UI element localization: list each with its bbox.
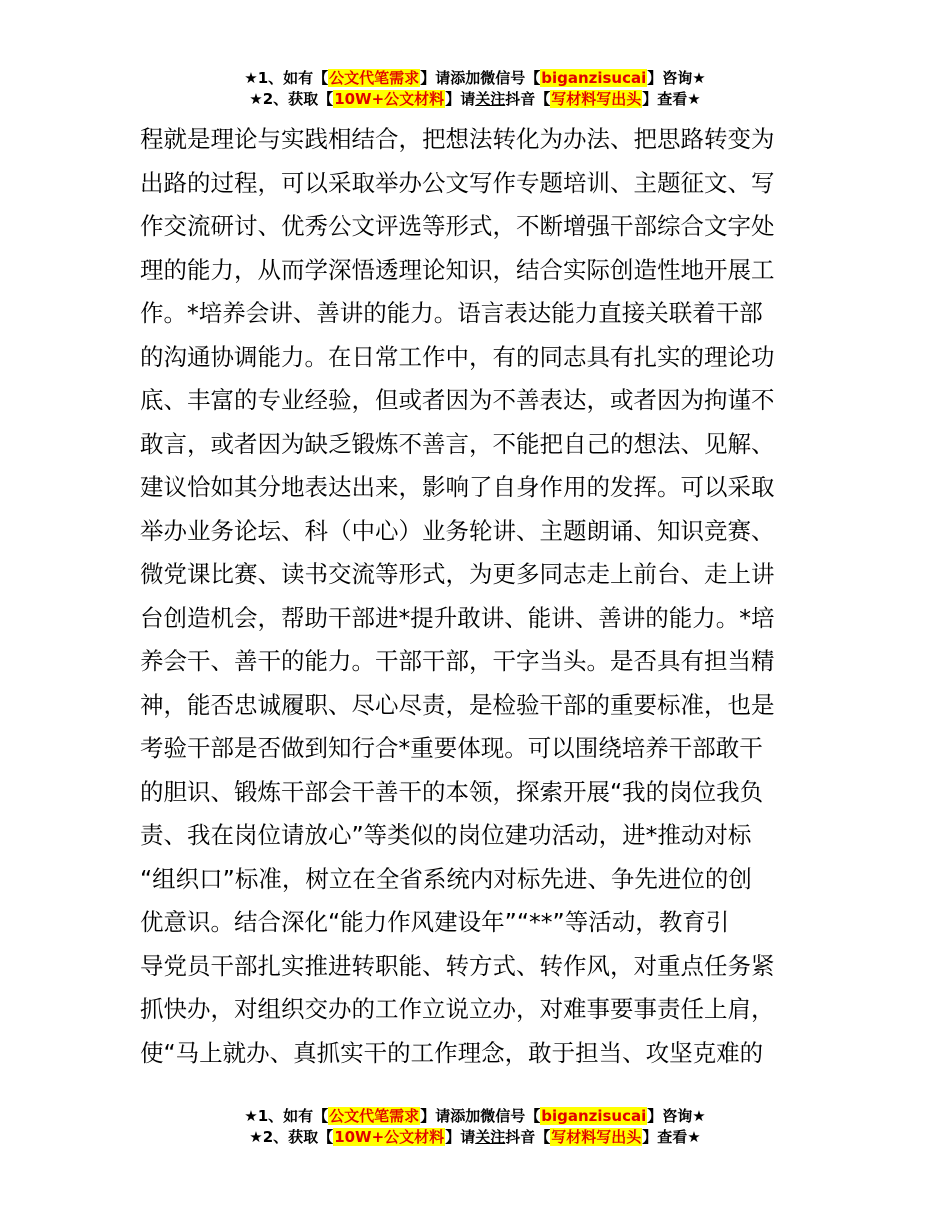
wechat-id-highlight: biganzisucai — [541, 1107, 647, 1125]
douyin-account-highlight: 写材料写出头 — [551, 90, 642, 108]
body-line: 微党课比赛、读书交流等形式，为更多同志走上前台、走上讲 — [140, 560, 775, 588]
header-banner-line-2: ★2、获取【10W+公文材料】请关注抖音【写材料写出头】查看★ — [249, 90, 701, 108]
header-banner-line-1: ★1、如有【公文代笔需求】请添加微信号【biganzisucai】咨询★ — [244, 69, 706, 87]
body-line: 程就是理论与实践相结合，把想法转化为办法、把思路转变为 — [140, 125, 775, 153]
wechat-id-highlight: biganzisucai — [541, 69, 647, 87]
body-line: 责、我在岗位请放心”等类似的岗位建功活动，进*推动对标 — [140, 821, 752, 849]
body-line: 养会干、善干的能力。干部干部，干字当头。是否具有担当精 — [140, 647, 775, 675]
body-line: 作交流研讨、优秀公文评选等形式，不断增强干部综合文字处 — [140, 212, 775, 240]
body-line: 考验干部是否做到知行合*重要体现。可以围绕培养干部敢干 — [140, 734, 763, 762]
footer-banner-line-1: ★1、如有【公文代笔需求】请添加微信号【biganzisucai】咨询★ — [244, 1107, 706, 1125]
body-line: 的胆识、锻炼干部会干善干的本领，探索开展“我的岗位我负 — [140, 777, 764, 806]
body-line: 理的能力，从而学深悟透理论知识，结合实际创造性地开展工 — [140, 255, 775, 284]
body-line: 敢言，或者因为缺乏锻炼不善言，不能把自己的想法、见解、 — [140, 429, 775, 458]
body-line: 台创造机会，帮助干部进*提升敢讲、能讲、善讲的能力。*培 — [140, 603, 775, 632]
body-line: 导党员干部扎实推进转职能、转方式、转作风，对重点任务紧 — [140, 951, 775, 980]
body-line: 优意识。结合深化“能力作风建设年”“**”等活动，教育引 — [140, 908, 730, 936]
body-line: 神，能否忠诚履职、尽心尽责，是检验干部的重要标准，也是 — [140, 690, 775, 719]
ghostwriting-highlight: 公文代笔需求 — [329, 69, 420, 87]
footer-banner-line-2: ★2、获取【10W+公文材料】请关注抖音【写材料写出头】查看★ — [249, 1128, 701, 1146]
ghostwriting-highlight: 公文代笔需求 — [329, 1107, 420, 1125]
follow-underlined: 关注 — [475, 1128, 506, 1146]
header-banner — [0, 68, 950, 110]
body-line: 底、丰富的专业经验，但或者因为不善表达，或者因为拘谨不 — [140, 386, 775, 414]
follow-underlined: 关注 — [475, 90, 506, 108]
body-line: 抓快办，对组织交办的工作立说立办，对难事要事责任上肩， — [140, 995, 775, 1023]
body-line: 使“马上就办、真抓实干的工作理念，敢于担当、攻坚克难的 — [140, 1038, 764, 1067]
body-line: 作。*培养会讲、善讲的能力。语言表达能力直接关联着干部 — [140, 299, 763, 327]
document-body — [140, 118, 820, 1075]
body-line: 举办业务论坛、科（中心）业务轮讲、主题朗诵、知识竞赛、 — [140, 516, 775, 545]
body-line: 的沟通协调能力。在日常工作中，有的同志具有扎实的理论功 — [140, 342, 775, 371]
body-line: 建议恰如其分地表达出来，影响了自身作用的发挥。可以采取 — [140, 473, 775, 501]
body-line: “组织口”标准，树立在全省系统内对标先进、争先进位的创 — [140, 864, 752, 893]
body-line: 出路的过程，可以采取举办公文写作专题培训、主题征文、写 — [140, 168, 775, 197]
materials-highlight: 10W+公文材料 — [334, 1128, 445, 1146]
douyin-account-highlight: 写材料写出头 — [551, 1128, 642, 1146]
footer-banner — [0, 1106, 950, 1148]
materials-highlight: 10W+公文材料 — [334, 90, 445, 108]
